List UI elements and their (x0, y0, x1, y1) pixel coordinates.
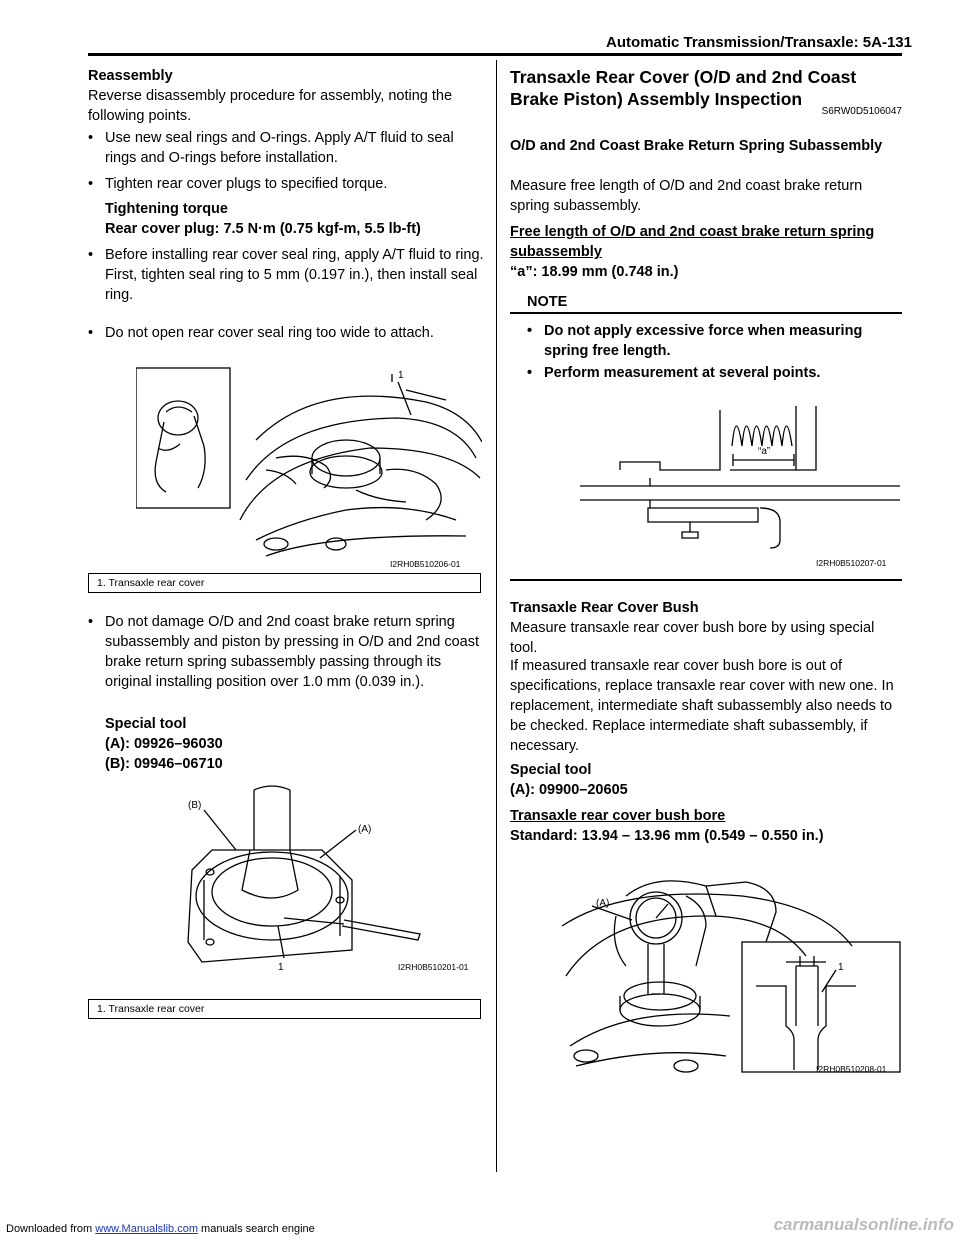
footer-manualslib-link[interactable]: www.Manualslib.com (95, 1223, 198, 1235)
bullet-dot: • (88, 130, 94, 146)
page-header-title: Automatic Transmission/Transaxle: 5A-131 (606, 34, 912, 51)
bullet-item (88, 323, 486, 343)
note-text: Do not apply excessive force when measuring spring free length. (544, 323, 863, 359)
fig1-callout-1: 1 (398, 370, 404, 381)
note-rule-bottom (510, 579, 902, 581)
reassembly-intro: Reverse disassembly procedure for assembly, noting the following points. (88, 88, 453, 124)
bush-subsection-text1: Measure transaxle rear cover bush bore by using special tool. (510, 620, 875, 656)
bullet-dot: • (88, 176, 94, 192)
bullet-text: Do not damage O/D and 2nd coast brake return spring subassembly and piston by pressing in O/D and 2nd coast brake return spring subassembly passing through its original installing position over 1.0 mm (0.039 in.). (105, 614, 479, 690)
torque-value: Rear cover plug: 7.5 N·m (0.75 kgf-m, 5.5 lb-ft) (105, 221, 421, 237)
note-rule-top (510, 312, 902, 314)
column-divider (496, 60, 497, 1172)
bullet-text: Tighten rear cover plugs to specified torque. (105, 176, 388, 192)
bullet-dot: • (88, 614, 94, 630)
special-tool-b: (B): 09946–06710 (105, 756, 223, 772)
footer-prefix: Downloaded from (6, 1223, 96, 1235)
fig4-callout-a: (A) (596, 898, 610, 909)
bullet-item (88, 128, 486, 168)
bullet-item (88, 245, 486, 305)
bush-subsection-text2: If measured transaxle rear cover bush bore is out of specifications, replace transaxle rear cover with new one. In replacement, intermediate shaft subassembly also needs to be checked. Replace intermediate shaft subassembly, if necessary. (510, 658, 894, 754)
note-text: Perform measurement at several points. (544, 365, 821, 381)
figure-bush-bore-measurement (556, 866, 902, 1078)
fig1-code: I2RH0B510206-01 (390, 559, 461, 569)
fig2-caption: 1. Transaxle rear cover (88, 999, 481, 1019)
fig4-code: I2RH0B510208-01 (816, 1064, 887, 1074)
bullet-dot: • (527, 365, 533, 381)
fig2-callout-a: (A) (358, 824, 372, 835)
fig2-callout-b: (B) (188, 800, 202, 811)
spring-subsection-title: O/D and 2nd Coast Brake Return Spring Subassembly (510, 138, 883, 154)
special-tool-title: Special tool (105, 716, 187, 732)
spring-subsection-text: Measure free length of O/D and 2nd coast brake return spring subassembly. (510, 178, 863, 214)
section-code: S6RW0D5106047 (821, 106, 902, 117)
bullet-item (88, 174, 486, 194)
spec-bush-bore-title: Transaxle rear cover bush bore (510, 808, 726, 824)
bullet-item (88, 612, 486, 692)
footer-download-notice (6, 1223, 315, 1235)
bullet-text: First, tighten seal ring to 5 mm (0.197 in.), then install seal ring. (105, 267, 478, 303)
torque-title: Tightening torque (105, 201, 228, 217)
fig3-code: I2RH0B510207-01 (816, 558, 887, 568)
footer-suffix: manuals search engine (197, 1223, 315, 1235)
section-title: Transaxle Rear Cover (O/D and 2nd Coast Brake Piston) Assembly Inspection (510, 67, 857, 109)
fig1-caption: 1. Transaxle rear cover (88, 573, 481, 593)
bullet-dot: • (88, 325, 94, 341)
figure-brake-spring-pressing (180, 780, 482, 972)
fig2-callout-1: 1 (278, 962, 284, 972)
figure-rear-cover-seal-ring (136, 360, 482, 572)
header-rule (88, 53, 902, 56)
bullet-text: Do not open rear cover seal ring too wide to attach. (105, 325, 434, 341)
fig3-callout-a: “a” (758, 446, 771, 457)
spec-bush-bore-value: Standard: 13.94 – 13.96 mm (0.549 – 0.550 in.) (510, 828, 824, 844)
bullet-dot: • (88, 247, 94, 263)
note-item (527, 363, 897, 383)
note-item (527, 321, 897, 361)
spec-free-length-title: Free length of O/D and 2nd coast brake return spring subassembly (510, 224, 875, 260)
figure-spring-free-length (520, 396, 902, 572)
fig4-callout-1: 1 (838, 962, 844, 973)
spec-free-length-value: “a”: 18.99 mm (0.748 in.) (510, 264, 679, 280)
special-tool-a: (A): 09900–20605 (510, 782, 628, 798)
bullet-text: Before installing rear cover seal ring, apply A/T fluid to ring. (105, 247, 484, 263)
bullet-dot: • (527, 323, 533, 339)
fig2-code: I2RH0B510201-01 (398, 962, 469, 972)
reassembly-title: Reassembly (88, 68, 173, 84)
special-tool-a: (A): 09926–96030 (105, 736, 223, 752)
note-title: NOTE (527, 294, 568, 310)
special-tool-title: Special tool (510, 762, 592, 778)
bush-subsection-title: Transaxle Rear Cover Bush (510, 600, 699, 616)
watermark: carmanualsonline.info (773, 1215, 954, 1234)
bullet-text: Use new seal rings and O-rings. Apply A/T fluid to seal rings and O-rings before installation. (105, 130, 454, 166)
